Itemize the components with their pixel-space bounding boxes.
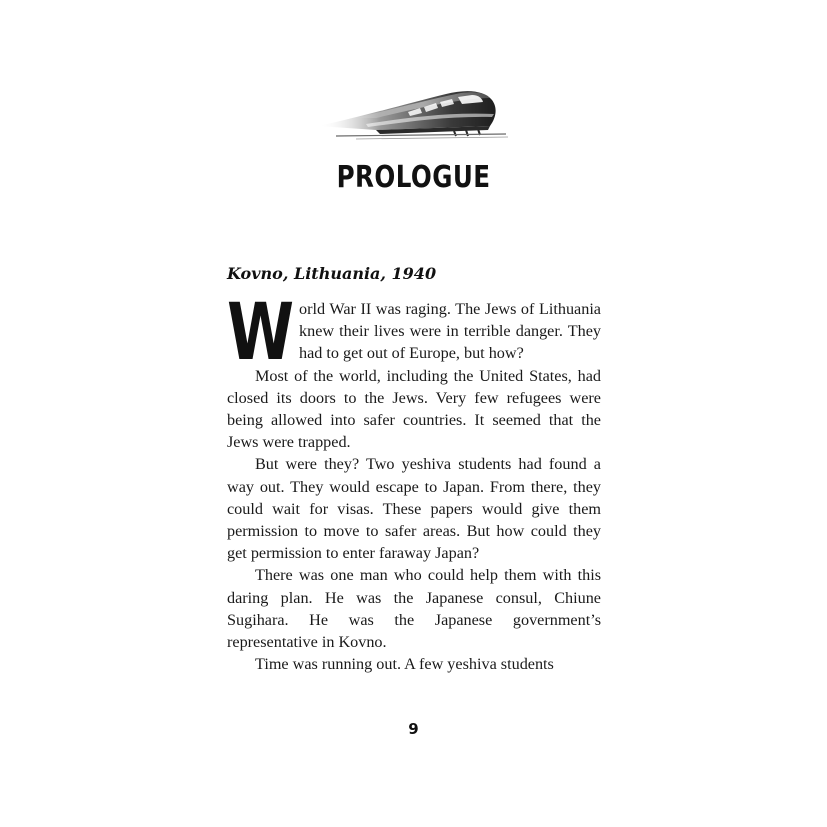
- page-number: 9: [408, 720, 419, 738]
- body-text: [227, 288, 601, 675]
- paragraph-1-text: orld War II was raging. The Jews of Lithuania knew their lives were in terrible danger. They had to get out of Europe, but how?: [299, 300, 601, 363]
- chapter-title: PROLOGUE: [336, 160, 491, 195]
- paragraph-3: But were they? Two yeshiva students had found a way out. They would escape to Japan. From there, they could wait for visas. These papers would give them permission to move to safer areas. But how could they get permission to enter faraway Japan?: [227, 455, 601, 563]
- paragraph-5: Time was running out. A few yeshiva students: [255, 655, 554, 674]
- paragraph-1: [227, 288, 601, 378]
- paragraph-4: There was one man who could help them with this daring plan. He was the Japanese consul, Chiune Sugihara. He was the Japanese government’s representative in Kovno.: [227, 566, 601, 652]
- drop-cap: W: [227, 288, 295, 378]
- paragraph-2: Most of the world, including the United States, had closed its doors to the Jews. Very few refugees were being allowed into safer countries. It seemed that the Jews were trapped.: [227, 366, 601, 452]
- train-icon: [316, 84, 508, 142]
- dateline: Kovno, Lithuania, 1940: [227, 264, 437, 283]
